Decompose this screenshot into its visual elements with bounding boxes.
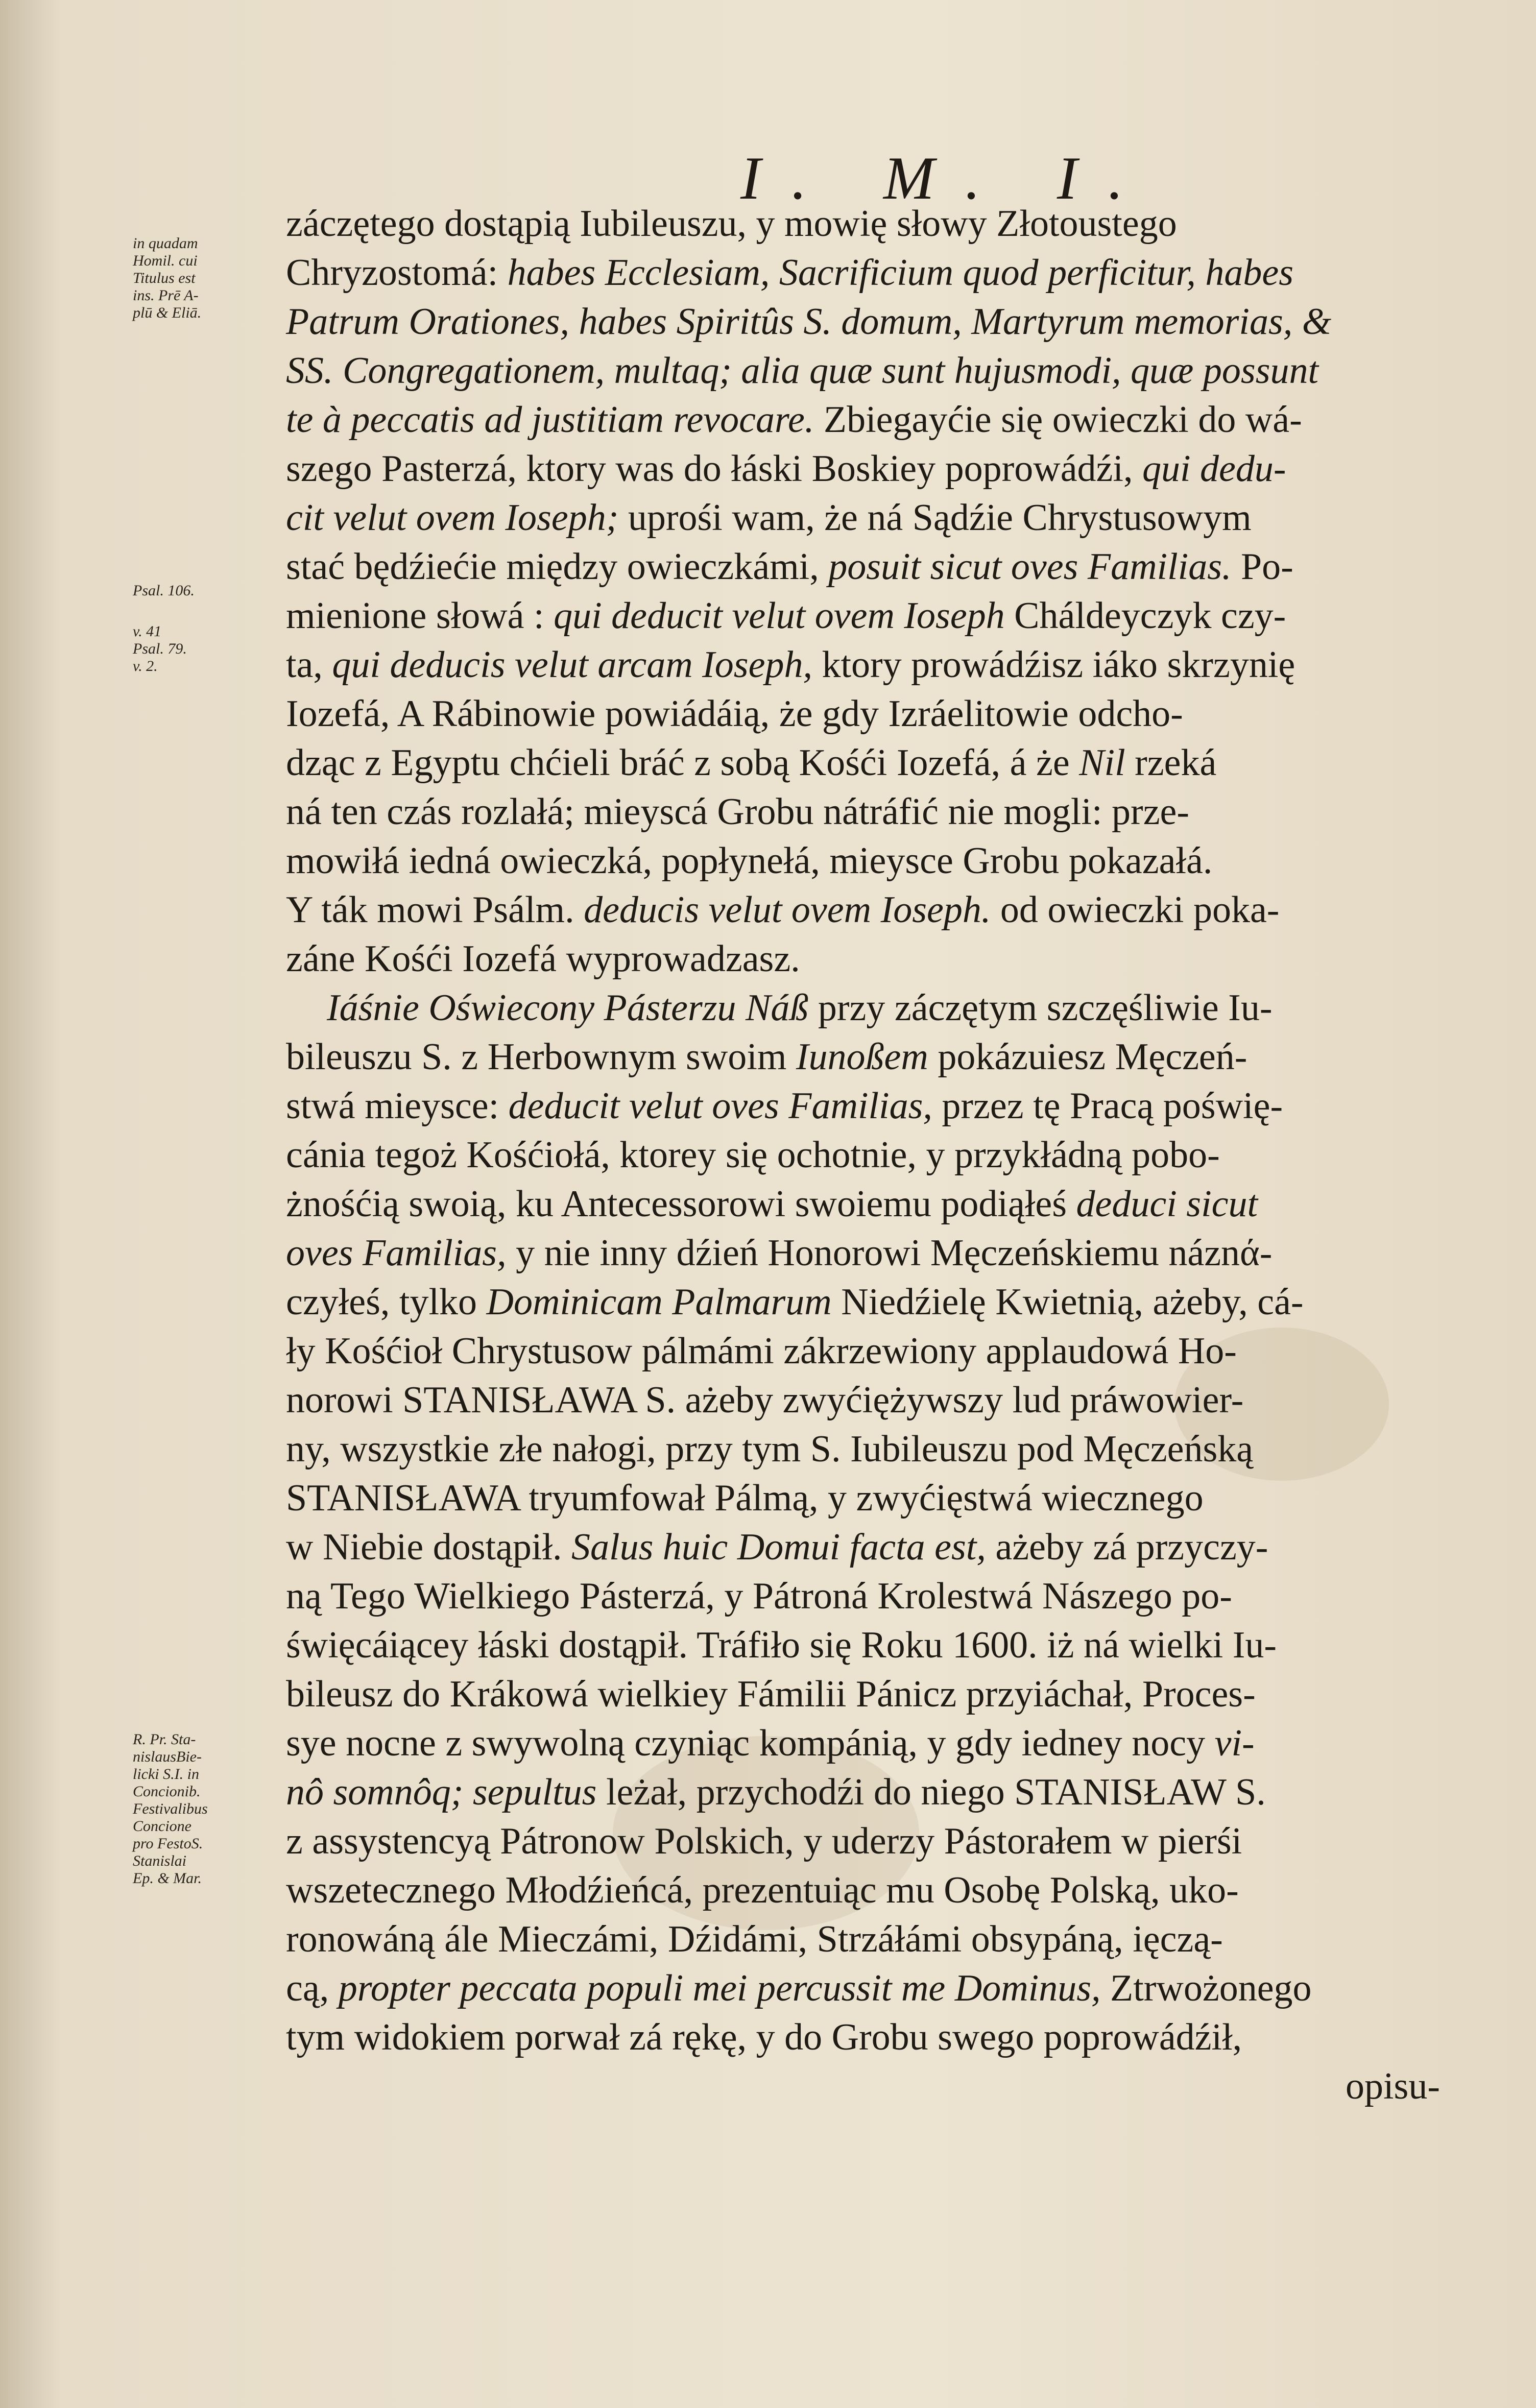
latin-italic-run: Iáśnie Oświecony Pásterzu Náß [327, 987, 809, 1029]
latin-italic-run: oves Familias, [286, 1232, 507, 1274]
text-run: w Niebie dostąpił. [286, 1526, 572, 1568]
margin-note-bielicki [133, 1731, 286, 1887]
margin-note-psalm-106 [133, 582, 286, 599]
text-line [286, 738, 1440, 787]
text-run: bileusz do Krákowá wielkiey Fámilii Pánicz przyiáchał, Proces- [286, 1673, 1256, 1715]
text-run: ronowáną ále Mieczámi, Dźidámi, Strzáłámi obsypáną, ięczą- [286, 1918, 1223, 1960]
margin-line: nislausBie- [133, 1748, 202, 1765]
text-run: Cháldeyczyk czy- [1004, 595, 1286, 637]
text-run: uprośi wam, że ná Sądźie Chrystusowym [618, 497, 1252, 539]
text-run: stać będźiećie między owieczkámi, [286, 546, 829, 588]
text-run: czyłeś, tylko [286, 1281, 487, 1323]
text-line [286, 1572, 1440, 1621]
margin-line: pro FestoS. [133, 1835, 203, 1852]
latin-italic-run: propter peccata populi mei percussit me Dominus, [338, 1967, 1101, 2009]
text-run: stwá mieysce: [286, 1085, 509, 1127]
text-line [286, 297, 1440, 346]
text-run: ta, [286, 644, 332, 686]
text-run: ły Kośćioł Chrystusow pálmámi zákrzewiony applaudowá Ho- [286, 1330, 1237, 1372]
text-line [286, 2013, 1440, 2062]
text-run: ażeby zá przyczy- [986, 1526, 1268, 1568]
text-run: szego Pasterzá, ktory was do łáski Boskiey poprowádźi, [286, 448, 1142, 490]
margin-note-homily [133, 235, 286, 322]
margin-line: Ep. & Mar. [133, 1870, 202, 1887]
margin-line: ins. Prē A- [133, 287, 199, 304]
margin-line: Titulus est [133, 270, 196, 286]
text-run: wszetecznego Młodźieńcá, prezentuiąc mu Osobę Polską, uko- [286, 1869, 1239, 1911]
text-line [286, 1474, 1440, 1523]
text-line [286, 1179, 1440, 1229]
margin-line: Homil. cui [133, 252, 198, 269]
margin-line: v. 2. [133, 658, 158, 675]
margin-line: Psal. 79. [133, 640, 187, 657]
text-line [286, 1425, 1440, 1474]
text-run: Zbiegayćie się owieczki do wá- [814, 399, 1302, 441]
text-run: ny, wszystkie złe nałogi, przy tym S. Iubileuszu pod Męczeńską [286, 1428, 1254, 1470]
text-run: cánia tegoż Kośćiołá, ktorey się ochotnie, y przykłádną pobo- [286, 1134, 1220, 1176]
latin-italic-run: te à peccatis ad justitiam revocare. [286, 399, 814, 441]
text-line [286, 591, 1440, 640]
margin-note-psalm-79 [133, 623, 286, 675]
latin-italic-run: Patrum Orationes, habes Spiritûs S. domum, Martyrum memorias, & [286, 301, 1332, 343]
text-run: Po- [1231, 546, 1293, 588]
text-run: z assystencyą Pátronow Polskich, y uderzy Pástorałem w pierśi [286, 1820, 1242, 1862]
text-line [286, 1278, 1440, 1327]
text-run: STANISŁAWA tryumfował Pálmą, y zwyćięstwá wiecznego [286, 1477, 1204, 1519]
text-run: bileuszu S. z Herbownym swoim [286, 1036, 796, 1078]
latin-italic-run: qui deducis velut arcam Ioseph, [332, 644, 812, 686]
text-run: Niedźielę Kwietnią, ażeby, cá- [831, 1281, 1304, 1323]
text-line [286, 2062, 1440, 2111]
text-run: pokázuiesz Męczeń- [928, 1036, 1247, 1078]
text-run: záczętego dostąpią Iubileuszu, y mowię słowy Złotoustego [286, 203, 1177, 245]
latin-italic-run: Salus huic Domui facta est, [571, 1526, 986, 1568]
text-line [286, 1866, 1440, 1915]
latin-italic-run: posuit sicut oves Familias. [828, 546, 1232, 588]
margin-line: Concionib. [133, 1783, 201, 1800]
latin-italic-run: vi- [1214, 1722, 1255, 1764]
text-run: ná ten czás rozlałá; mieyscá Grobu nátráfić nie mogli: prze- [286, 791, 1190, 833]
text-run: záne Kośći Iozefá wyprowadzasz. [286, 938, 800, 980]
text-run: Ztrwożonego [1100, 1967, 1312, 2009]
latin-italic-run: nô somnôq; sepultus [286, 1771, 597, 1813]
text-run: żnośćią swoią, ku Antecessorowi swoiemu podiąłeś [286, 1183, 1076, 1225]
latin-italic-run: Iunoßem [796, 1036, 928, 1078]
text-line [286, 1670, 1440, 1719]
text-line [286, 199, 1440, 248]
text-line [286, 1964, 1440, 2013]
text-line [286, 1817, 1440, 1866]
latin-italic-run: deducis velut ovem Ioseph. [584, 889, 991, 931]
text-run: przez tę Pracą poświę- [932, 1085, 1283, 1127]
text-run: przy záczętym szczęśliwie Iu- [808, 987, 1273, 1029]
text-run: od owieczki poka- [991, 889, 1280, 931]
text-line [286, 346, 1440, 395]
margin-line: Concione [133, 1818, 191, 1835]
margin-line: in quadam [133, 235, 198, 252]
margin-line: R. Pr. Sta- [133, 1731, 196, 1748]
latin-italic-run: qui dedu- [1142, 448, 1286, 490]
text-line [286, 444, 1440, 493]
latin-italic-run: deducit velut oves Familias, [508, 1085, 932, 1127]
text-run: norowi STANISŁAWA S. ażeby zwyćiężywszy lud práwowier- [286, 1379, 1244, 1421]
text-line [286, 1621, 1440, 1670]
text-run: Chryzostomá: [286, 252, 508, 294]
text-line [286, 1915, 1440, 1964]
text-run: leżał, przychodźi do niego STANISŁAW S. [596, 1771, 1266, 1813]
margin-line: Festivalibus [133, 1800, 208, 1817]
text-run: rzeká [1125, 742, 1217, 784]
text-line [286, 1081, 1440, 1130]
text-line [286, 934, 1440, 983]
text-line [286, 1229, 1440, 1278]
text-line [286, 640, 1440, 689]
text-run: opisu- [1346, 2065, 1440, 2107]
text-line [286, 1327, 1440, 1376]
text-run: mienione słowá : [286, 595, 554, 637]
text-line [286, 787, 1440, 836]
margin-line: plū & Eliā. [133, 304, 202, 321]
text-line [286, 542, 1440, 591]
latin-italic-run: cit velut ovem Ioseph; [286, 497, 619, 539]
text-run: ną Tego Wielkiego Pásterzá, y Pátroná Krolestwá Nászego po- [286, 1575, 1232, 1617]
text-line [286, 983, 1440, 1032]
text-line [286, 493, 1440, 542]
text-run: ktory prowádźisz iáko skrzynię [812, 644, 1295, 686]
margin-line: v. 41 [133, 623, 162, 640]
margin-line: licki S.I. in [133, 1766, 199, 1783]
text-line [286, 1523, 1440, 1572]
latin-italic-run: Dominicam Palmarum [486, 1281, 832, 1323]
text-line [286, 689, 1440, 738]
latin-italic-run: SS. Congregationem, multaq; alia quæ sunt hujusmodi, quæ possunt [286, 350, 1319, 392]
text-run: święcáiącey łáski dostąpił. Tráfiło się Roku 1600. iż ná wielki Iu- [286, 1624, 1277, 1666]
text-line [286, 248, 1440, 297]
running-head: I. M. I. [740, 144, 1154, 212]
margin-line: Psal. 106. [133, 582, 195, 599]
text-line [286, 1130, 1440, 1179]
text-run: Iozefá, A Rábinowie powiádáią, że gdy Izráelitowie odcho- [286, 693, 1183, 735]
text-run: tym widokiem porwał zá rękę, y do Grobu swego poprowádźił, [286, 2016, 1242, 2058]
text-run: dząc z Egyptu chćieli bráć z sobą Kośći Iozefá, á że [286, 742, 1079, 784]
text-run: Y ták mowi Psálm. [286, 889, 584, 931]
latin-italic-run: Nil [1079, 742, 1125, 784]
latin-italic-run: habes Ecclesiam, Sacrificium quod perficitur, habes [507, 252, 1294, 294]
body-text [286, 199, 1440, 2111]
margin-line: Stanislai [133, 1852, 187, 1869]
text-run: cą, [286, 1967, 339, 2009]
text-line [286, 1032, 1440, 1081]
text-line [286, 1768, 1440, 1817]
text-line [286, 1719, 1440, 1768]
text-run: y nie inny dźień Honorowi Męczeńskiemu náznά- [506, 1232, 1273, 1274]
text-run: mowiłá iedná owieczká, popłynełá, mieysce Grobu pokazałá. [286, 840, 1213, 882]
text-line [286, 1376, 1440, 1425]
latin-italic-run: qui deducit velut ovem Ioseph [554, 595, 1005, 637]
text-line [286, 885, 1440, 934]
text-run: sye nocne z swywolną czyniąc kompánią, y gdy iedney nocy [286, 1722, 1215, 1764]
text-line [286, 395, 1440, 444]
latin-italic-run: deduci sicut [1076, 1183, 1258, 1225]
text-line [286, 836, 1440, 885]
